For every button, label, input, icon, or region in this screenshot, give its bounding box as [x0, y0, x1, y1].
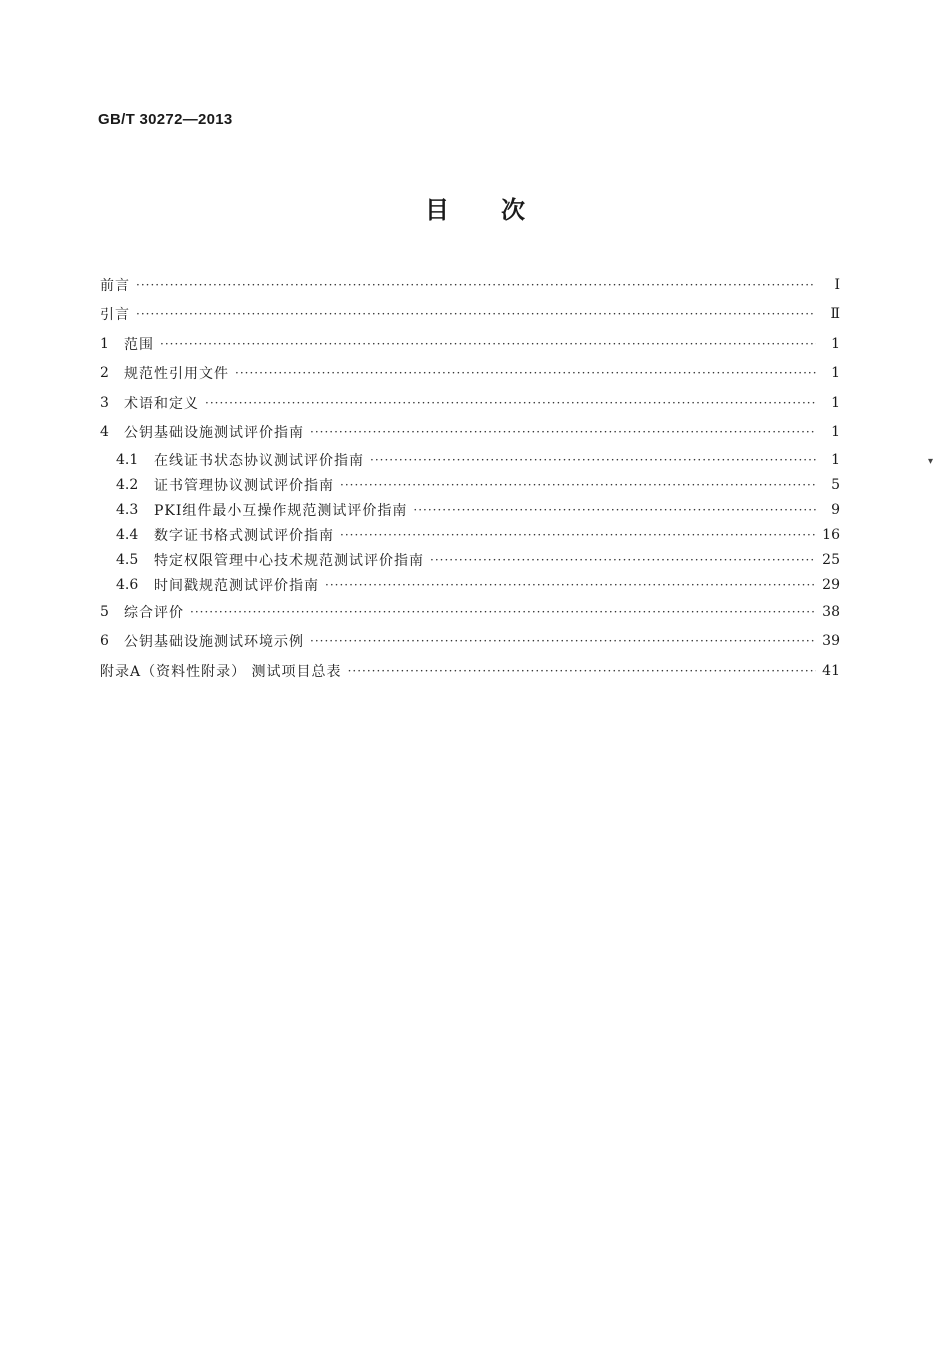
standard-code: GB/T 30272—2013	[98, 111, 233, 128]
toc-entry-page: 38	[822, 603, 840, 620]
toc-leader-dots	[340, 527, 816, 543]
toc-leader-dots	[413, 502, 816, 518]
toc-entry-page: 25	[822, 551, 840, 568]
toc-entry[interactable]	[100, 418, 840, 448]
toc-leader-dots	[348, 663, 816, 679]
toc-entry-number: 4.3	[116, 501, 139, 518]
toc-entry[interactable]	[100, 627, 840, 657]
toc-entry-title: 范围	[124, 336, 154, 353]
toc-leader-dots	[235, 365, 816, 381]
toc-entry-page: 1	[831, 335, 840, 352]
toc-entry-number: 3	[100, 394, 109, 411]
toc-entry-page: 1	[831, 424, 840, 441]
toc-entry[interactable]	[100, 388, 840, 418]
toc-entry-number: 5	[100, 603, 109, 620]
toc-entry-number: 4	[100, 424, 109, 441]
toc-subentry[interactable]	[100, 547, 840, 572]
toc-entry-number: 4.6	[116, 576, 139, 593]
toc-entry-number: 1	[100, 335, 109, 352]
toc-entry-title: 数字证书格式测试评价指南	[154, 527, 334, 544]
toc-entry-title: 附录A（资料性附录） 测试项目总表	[100, 663, 342, 680]
toc-entry-page: Ⅱ	[830, 306, 840, 323]
toc-entry-page: 9	[831, 501, 840, 518]
toc-entry-number: 2	[100, 365, 109, 382]
toc-entry-number: 4.4	[116, 526, 139, 543]
toc-entry-page: 41	[822, 662, 840, 679]
toc-entry-title: 综合评价	[124, 604, 184, 621]
toc-entry-title: 公钥基础设施测试环境示例	[124, 634, 304, 651]
toc-entry-title: 前言	[100, 277, 130, 294]
toc-entry-title: 特定权限管理中心技术规范测试评价指南	[154, 552, 424, 569]
toc-entry-page: 1	[831, 451, 840, 468]
toc-leader-dots	[310, 424, 816, 440]
toc-leader-dots	[325, 577, 816, 593]
toc-leader-dots	[205, 395, 816, 411]
table-of-contents	[100, 270, 840, 686]
page-title: 目次	[425, 196, 577, 224]
toc-leader-dots	[136, 277, 816, 293]
toc-entry-title: 引言	[100, 307, 130, 324]
toc-entry-number: 4.1	[116, 451, 139, 468]
toc-leader-dots	[340, 477, 816, 493]
toc-subentry[interactable]	[100, 472, 840, 497]
toc-entry[interactable]	[100, 359, 840, 389]
toc-entry-title: PKI组件最小互操作规范测试评价指南	[154, 502, 408, 519]
toc-entry-number: 6	[100, 633, 109, 650]
toc-entry-page: Ⅰ	[834, 276, 840, 293]
toc-subentry[interactable]	[100, 447, 840, 472]
toc-entry-title: 证书管理协议测试评价指南	[154, 477, 334, 494]
toc-entry[interactable]	[100, 329, 840, 359]
toc-subentry[interactable]	[100, 522, 840, 547]
toc-leader-dots	[370, 452, 816, 468]
toc-entry-number: 4.5	[116, 551, 139, 568]
toc-entry-page: 39	[822, 633, 840, 650]
toc-entry-page: 29	[822, 576, 840, 593]
toc-leader-dots	[430, 552, 816, 568]
toc-entry-title: 在线证书状态协议测试评价指南	[154, 452, 364, 469]
toc-leader-dots	[190, 604, 816, 620]
toc-leader-dots	[310, 633, 816, 649]
toc-entry-title: 时间戳规范测试评价指南	[154, 577, 319, 594]
toc-entry-page: 16	[822, 526, 840, 543]
toc-entry-page: 1	[831, 394, 840, 411]
toc-entry[interactable]	[100, 270, 840, 300]
toc-entry-title: 术语和定义	[124, 395, 199, 412]
toc-entry-page: 5	[831, 476, 840, 493]
toc-subentry[interactable]	[100, 497, 840, 522]
toc-entry[interactable]	[100, 300, 840, 330]
toc-entry[interactable]	[100, 597, 840, 627]
scan-mark: ▾	[928, 456, 934, 467]
toc-entry[interactable]	[100, 656, 840, 686]
toc-entry-page: 1	[831, 365, 840, 382]
toc-entry-title: 规范性引用文件	[124, 366, 229, 383]
toc-entry-title: 公钥基础设施测试评价指南	[124, 425, 304, 442]
toc-entry-number: 4.2	[116, 476, 139, 493]
toc-leader-dots	[136, 306, 816, 322]
toc-leader-dots	[160, 336, 816, 352]
toc-subentry[interactable]	[100, 572, 840, 597]
